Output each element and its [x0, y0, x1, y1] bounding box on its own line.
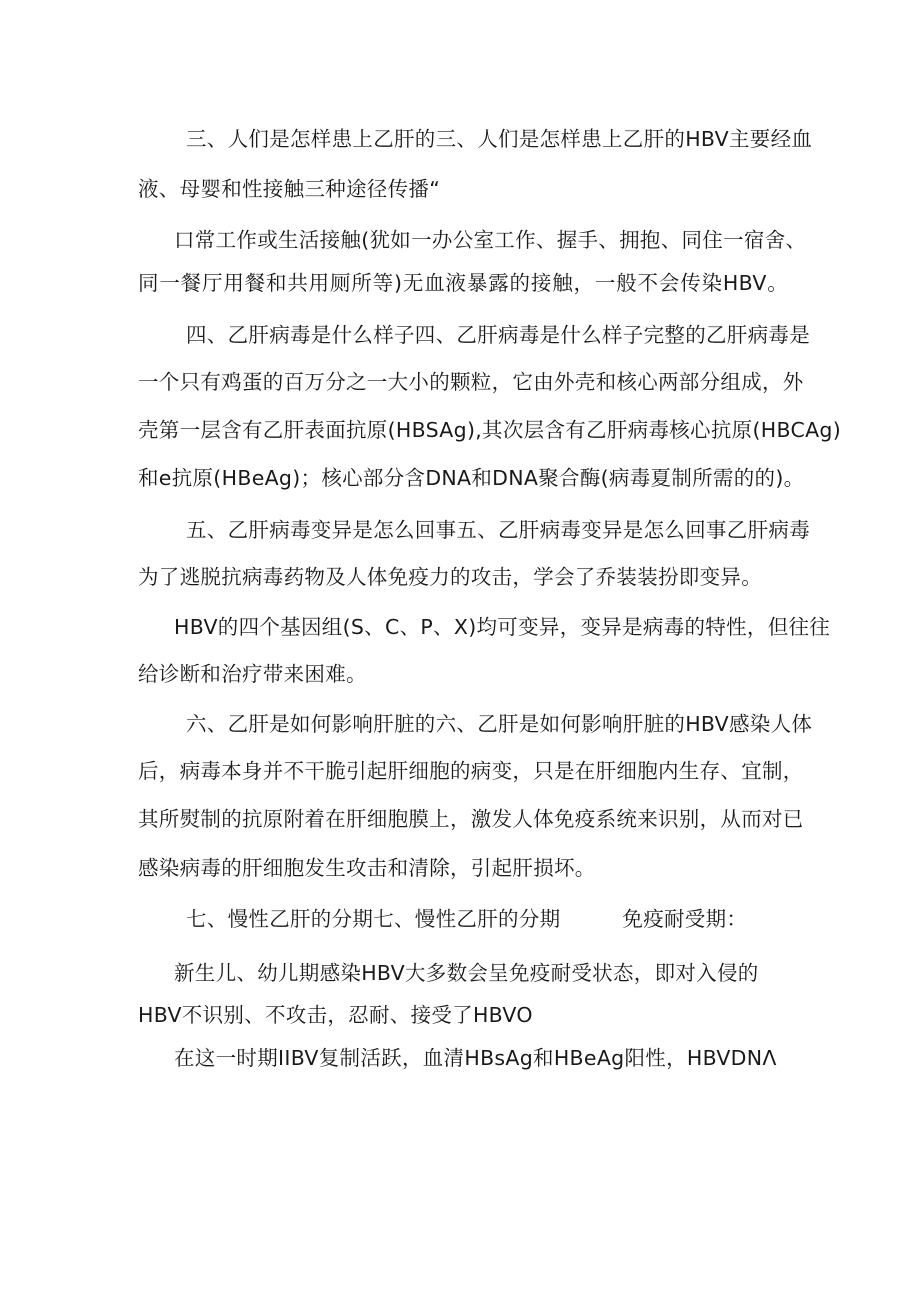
- paragraph-4-line-3: 壳第一层含有乙肝表面抗原(HBSAg),其次层含有乙肝病毒核心抗原(HBCAg): [138, 418, 842, 442]
- paragraph-7-heading: [186, 904, 788, 934]
- paragraph-5-line-1: 五、乙肝病毒变异是怎么回事五、乙肝病毒变异是怎么回事乙肝病毒: [186, 518, 810, 542]
- paragraph-6-line-2: 后，病毒本身并不干脆引起肝细胞的病变，只是在肝细胞内生存、宜制，: [138, 759, 804, 783]
- paragraph-3b-line-2: 同一餐厅用餐和共用厕所等)无血液暴露的接触，一般不会传染HBV。: [138, 271, 788, 295]
- paragraph-7-title: 七、慢性乙肝的分期七、慢性乙肝的分期: [186, 907, 561, 931]
- paragraph-3b-line-1: 口常工作或生活接触(犹如一办公室工作、握手、拥抱、同住一宿舍、: [174, 228, 807, 252]
- paragraph-5b-line-2: 给诊断和治疗带来困难。: [138, 662, 367, 686]
- paragraph-7b-line-2: HBV不识别、不攻击，忍耐、接受了HBVO: [138, 1003, 533, 1027]
- paragraph-3-line-1: 三、人们是怎样患上乙肝的三、人们是怎样患上乙肝的HBV主要经血: [186, 127, 813, 151]
- paragraph-4-line-2: 一个只有鸡蛋的百万分之一大小的颗粒，它由外壳和核心两部分组成，外: [138, 370, 804, 394]
- paragraph-7-subtitle: 免疫耐受期：: [622, 907, 748, 931]
- paragraph-5b-line-1: HBV的四个基因组(S、C、P、X)均可变异，变异是病毒的特性，但往往: [174, 615, 831, 639]
- paragraph-6-line-3: 其所熨制的抗原附着在肝细胞膜上，激发人体免疫系统来识别，从而对已: [138, 807, 804, 831]
- paragraph-3-line-2: 液、母婴和性接触三种途径传播“: [138, 177, 441, 201]
- paragraph-4-line-1: 四、乙肝病毒是什么样子四、乙肝病毒是什么样子完整的乙肝病毒是: [186, 323, 810, 347]
- paragraph-4-line-4: 和e抗原(HBeAg)；核心部分含DNA和DNA聚合酶(病毒夏制所需的的)。: [138, 466, 805, 490]
- paragraph-7b-line-1: 新生儿、幼儿期感染HBV大多数会呈免疫耐受状态，即对入侵的: [174, 961, 759, 985]
- paragraph-6-line-4: 感染病毒的肝细胞发生攻击和清除，引起肝损坏。: [138, 856, 596, 880]
- paragraph-6-line-1: 六、乙肝是如何影响肝脏的六、乙肝是如何影响肝脏的HBV感染人体: [186, 712, 813, 736]
- paragraph-7c-line-1: 在这一时期IIBV复制活跃，血清HBsAg和HBeAg阳性，HBVDNΛ: [174, 1046, 777, 1070]
- paragraph-5-line-2: 为了逃脱抗病毒药物及人体免疫力的攻击，学会了乔装装扮即变异。: [138, 565, 762, 589]
